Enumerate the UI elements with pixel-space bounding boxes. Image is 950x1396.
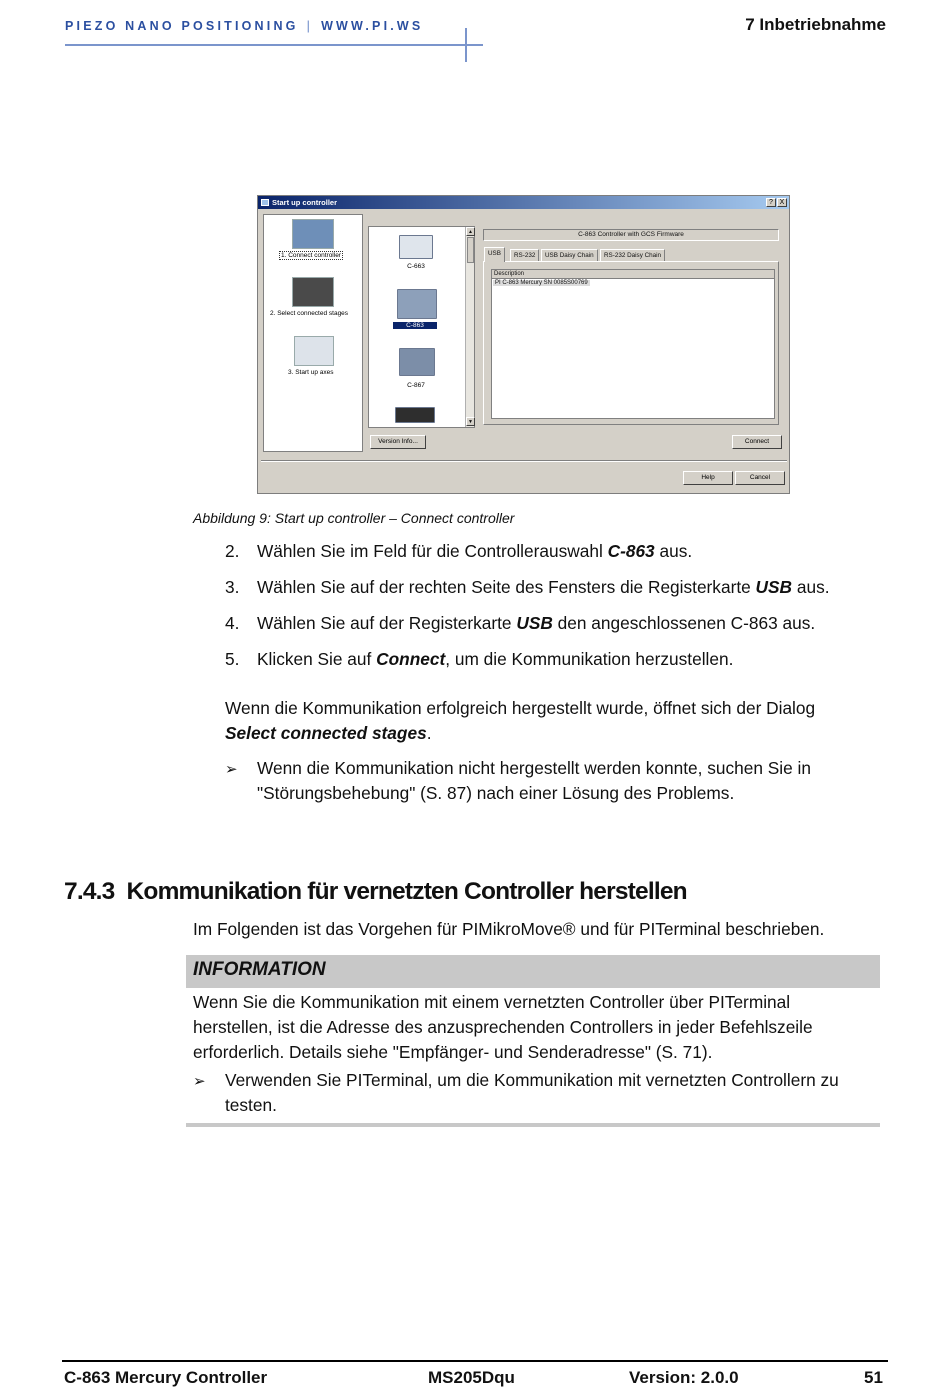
step-item [225, 611, 815, 636]
step-text-end: aus. [654, 541, 693, 561]
info-line: Wenn Sie die Kommunikation mit einem vernetzten Controller über PITerminal [193, 992, 791, 1012]
section-intro: Im Folgenden ist das Vorgehen für PIMikroMove® und für PITerminal beschrieben. [193, 919, 825, 939]
success-line: Wenn die Kommunikation erfolgreich hergestellt wurde, öffnet sich der Dialog [225, 698, 816, 718]
device-c867-image[interactable] [399, 348, 435, 376]
step-text-end: , um die Kommunikation herzustellen. [445, 649, 734, 669]
note-line: Wenn die Kommunikation nicht hergestellt werden konnte, suchen Sie in [257, 758, 811, 778]
scroll-thumb[interactable] [467, 237, 474, 263]
info-bullet-line: testen. [225, 1095, 277, 1115]
tab-usb[interactable]: USB [484, 247, 505, 262]
brand-name: PIEZO NANO POSITIONING [65, 19, 299, 33]
scroll-up-icon[interactable]: ▲ [466, 227, 475, 236]
chapter-title: 7 Inbetriebnahme [745, 15, 886, 34]
footer-doc-id: MS205Dqu [428, 1368, 515, 1387]
success-line-end: . [426, 723, 432, 743]
step-text-end: den angeschlossenen C-863 aus. [552, 613, 816, 633]
section-number: 7.4.3 [64, 878, 115, 905]
step-emphasis: USB [755, 577, 793, 597]
arrow-bullet-icon: ➢ [225, 761, 238, 778]
step-select-stages[interactable]: 2. Select connected stages [270, 310, 349, 317]
step-text-end: aus. [792, 577, 830, 597]
description-column-header[interactable]: Description [492, 270, 774, 279]
step-start-axes[interactable]: 3. Start up axes [288, 369, 334, 376]
footer-version: Version: 2.0.0 [629, 1368, 739, 1387]
cancel-button[interactable]: Cancel [735, 471, 785, 485]
step-number: 3. [225, 577, 240, 597]
footer-page-number: 51 [864, 1368, 883, 1387]
figure-caption: Abbildung 9: Start up controller – Connect controller [193, 510, 515, 526]
startup-controller-dialog [257, 195, 790, 494]
step-item [225, 647, 733, 672]
list-item[interactable]: PI C-863 Mercury SN 0085S00769 [495, 280, 588, 286]
device-list-scrollbar[interactable] [465, 227, 474, 427]
step-emphasis: Connect [376, 649, 446, 669]
device-c663-label[interactable]: C-663 [407, 263, 425, 270]
brand-header [65, 19, 423, 33]
device-c663-image[interactable] [399, 235, 433, 259]
scroll-down-icon[interactable]: ▼ [466, 417, 475, 426]
dialog-divider [261, 460, 787, 462]
dialog-name-emphasis: Select connected stages [225, 723, 427, 743]
device-list[interactable] [368, 226, 475, 428]
info-line: erforderlich. Details siehe "Empfänger- und Senderadresse" (S. 71). [193, 1042, 713, 1062]
device-c863-image[interactable] [397, 289, 437, 319]
step-item [225, 539, 692, 564]
step-number: 5. [225, 649, 240, 669]
success-paragraph [225, 696, 815, 746]
arrow-bullet-icon: ➢ [193, 1073, 206, 1090]
start-axes-thumbnail[interactable] [294, 336, 334, 366]
device-next-image[interactable] [395, 407, 435, 423]
step-emphasis: C-863 [607, 541, 655, 561]
tab-rs232-daisy-chain[interactable]: RS-232 Daisy Chain [600, 249, 665, 261]
info-bullet-line: Verwenden Sie PITerminal, um die Kommunikation mit vernetzten Controllern zu [225, 1070, 839, 1090]
version-info-button[interactable]: Version Info... [370, 435, 426, 449]
footer-rule [62, 1360, 888, 1362]
step-number: 4. [225, 613, 240, 633]
information-body [193, 990, 813, 1065]
tab-rs232[interactable]: RS-232 [510, 249, 539, 261]
help-title-button[interactable]: ? [766, 198, 776, 207]
controller-field: C-863 Controller with GCS Firmware [483, 229, 779, 241]
info-line: herstellen, ist die Adresse des anzusprechenden Controllers in jeder Befehlszeile [193, 1017, 813, 1037]
crosshair-logo-v [465, 28, 467, 62]
step-text: Wählen Sie auf der Registerkarte [257, 613, 517, 633]
close-title-button[interactable]: X [777, 198, 787, 207]
step-text: Klicken Sie auf [257, 649, 377, 669]
information-bullet [225, 1068, 839, 1118]
section-title: Kommunikation für vernetzten Controller herstellen [126, 878, 687, 905]
step-number: 2. [225, 541, 240, 561]
window-icon [261, 199, 269, 206]
step-text: Wählen Sie im Feld für die Controllerauswahl [257, 541, 608, 561]
note-line: "Störungsbehebung" (S. 87) nach einer Lösung des Problems. [257, 783, 735, 803]
information-box-footer [186, 1123, 880, 1127]
help-button[interactable]: Help [683, 471, 733, 485]
device-c867-label[interactable]: C-867 [407, 382, 425, 389]
select-stages-thumbnail[interactable] [292, 277, 334, 307]
troubleshooting-note [257, 756, 811, 806]
step-connect-controller[interactable]: 1. Connect controller [281, 252, 341, 259]
connect-controller-thumbnail[interactable] [292, 219, 334, 249]
footer-product: C-863 Mercury Controller [64, 1368, 268, 1387]
device-c863-label[interactable]: C-863 [393, 322, 437, 329]
section-heading [64, 878, 687, 906]
tab-usb-daisy-chain[interactable]: USB Daisy Chain [541, 249, 598, 261]
information-title: INFORMATION [193, 959, 326, 980]
dialog-title: Start up controller [272, 198, 338, 207]
usb-device-list[interactable] [491, 269, 775, 419]
step-text: Wählen Sie auf der rechten Seite des Fensters die Registerkarte [257, 577, 756, 597]
steps-panel [263, 214, 363, 452]
brand-separator: | [306, 19, 314, 33]
brand-url: WWW.PI.WS [321, 19, 424, 33]
connect-button[interactable]: Connect [732, 435, 782, 449]
step-item [225, 575, 830, 600]
step-emphasis: USB [516, 613, 553, 633]
dialog-titlebar [258, 196, 789, 209]
header-rule [65, 44, 467, 46]
